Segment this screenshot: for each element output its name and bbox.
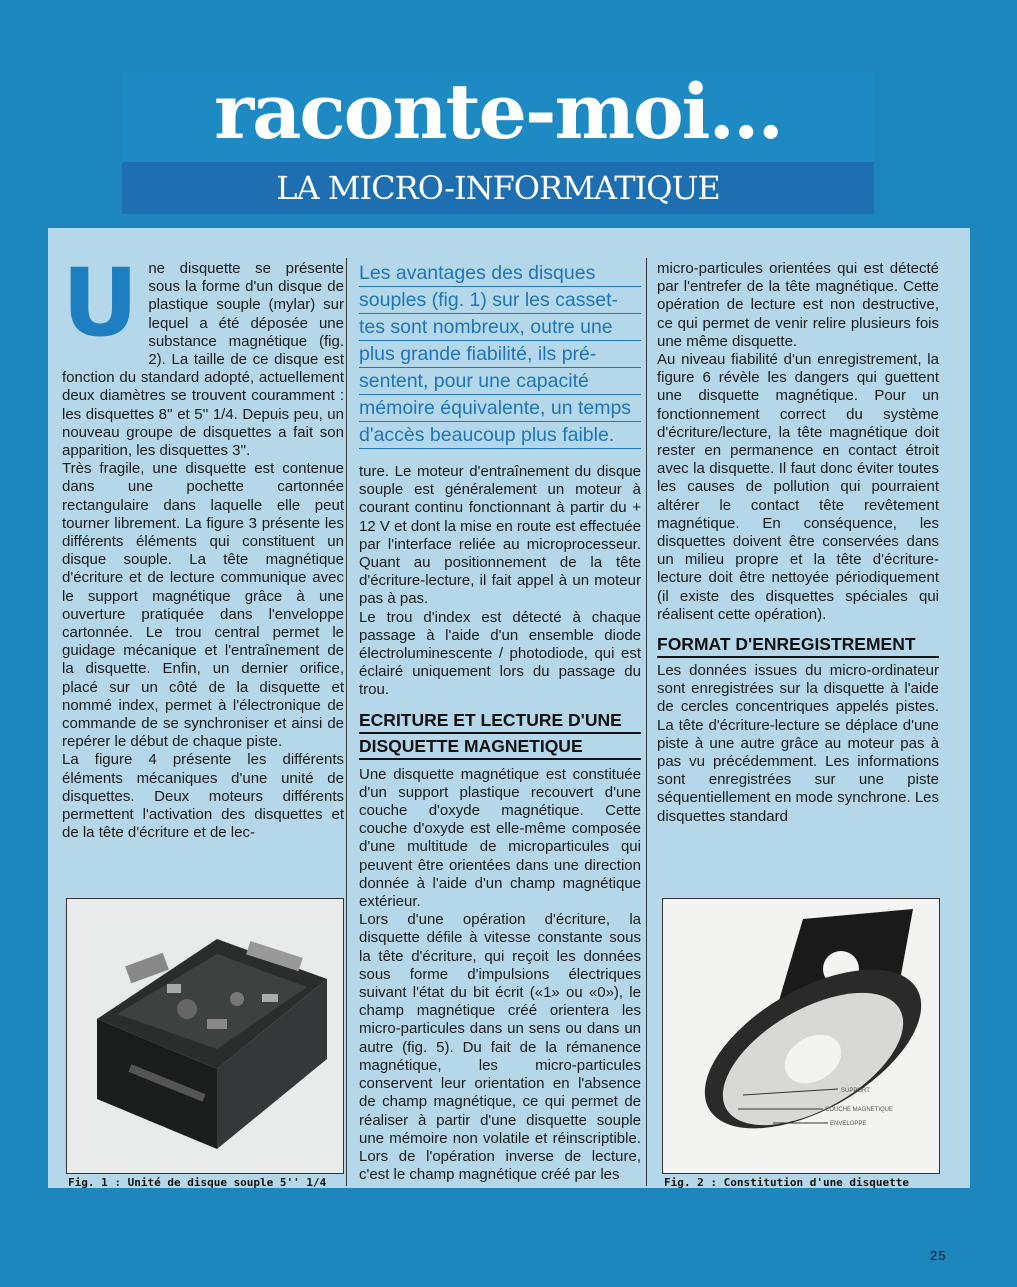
section-heading-line: DISQUETTE MAGNETIQUE — [359, 734, 641, 760]
section-heading — [657, 632, 939, 658]
pull-quote-line: sentent, pour une capacité — [359, 368, 641, 395]
figure-1-caption: Fig. 1 : Unité de disque souple 5'' 1/4 — [68, 1176, 327, 1189]
page-subtitle: LA MICRO-INFORMATIQUE — [276, 169, 720, 207]
article-column-1 — [62, 249, 344, 843]
article-column-3 — [657, 260, 939, 826]
diskette-diagram — [663, 899, 939, 1173]
paragraph: ture. Le moteur d'entraînement du disque souple est généralement un moteur à courant continu fonctionnant à partir du + 12 V et dont la mise en route est effectuée par l'interface reliée au microprocesseur. Quant au positionnement de la tête d'écriture-lecture, il fait appel à un moteur pas à pas. — [359, 463, 641, 608]
pull-quote-line: tes sont nombreux, outre une — [359, 314, 641, 341]
paragraph: ne disquette se présente sous la forme d'un disque de plastique souple (mylar) sur lequel a été déposée une substance magnétique (fig. 2). La taille de ce disque est fonction du standard adopté, actuellement deux diamètres se trouvent couramment : les disquettes 8'' et 5'' 1/4. Depuis peu, un nouveau groupe de disquettes a fait son apparition, les disquettes 3''. — [62, 260, 344, 460]
pull-quote-line: souples (fig. 1) sur les casset- — [359, 287, 641, 314]
pull-quote-line: d'accès beaucoup plus faible. — [359, 422, 641, 449]
paragraph: Lors d'une opération d'écriture, la disquette défile à vitesse constante sous la tête d'écriture, qui reçoit les données sous forme d'impulsions électriques suivant l'état du bit écrit («1» ou «0»), le champ magnétique créé orientera les micro-particules dans un sens ou dans un autre (fig. 5). Du fait de la rémanence magnétique, les micro-particules conservent leur orientation en l'absence de champ magnétique, ce qui permet de réaliser à partir d'une disquette souple une mémoire non volatile et réinscriptible. Lors de l'opération inverse de lecture, c'est le champ magnétique créé par les — [359, 911, 641, 1184]
page-number: 25 — [930, 1248, 947, 1263]
paragraph: La figure 4 présente les différents éléments mécaniques d'une unité de disquettes. Deux moteurs différents permettent l'activation des disquettes et de la tête d'écriture et de lec- — [62, 751, 344, 842]
paragraph: Les données issues du micro-ordinateur sont enregistrées sur la disquette à l'aide de cercles concentriques appelés pistes. La tête d'écriture-lecture se déplace d'une piste à une autre grâce au moteur pas à pas vu précédemment. Les informations sont enregistrées sur une piste séquentiellement en mode synchrone. Les disquettes standard — [657, 662, 939, 825]
page-title: raconte-moi... — [214, 67, 782, 156]
floppy-drive-photo — [67, 899, 343, 1173]
pull-quote-line: mémoire équivalente, un temps — [359, 395, 641, 422]
section-heading — [359, 708, 641, 760]
pull-quote-line: plus grande fiabilité, ils pré- — [359, 341, 641, 368]
paragraph: Très fragile, une disquette est contenue dans une pochette cartonnée rectangulaire dans laquelle elle peut tourner librement. La figure 3 présente les différents éléments qui constituent un disque souple. La tête magnétique d'écriture et de lecture communique avec le support magnétique grâce à une ouverture pratiquée dans l'enveloppe cartonnée. Le trou central permet le guidage mécanique et l'entraînement de la disquette. Enfin, un dernier orifice, placé sur un côté de la disquette et nommé index, permet à l'électronique de commande de se synchroniser et ainsi de repérer le début de chaque piste. — [62, 460, 344, 751]
paragraph: Le trou d'index est détecté à chaque passage à l'aide d'un ensemble diode électroluminescente / photodiode, qui est éclairé uniquement lors du passage du trou. — [359, 608, 641, 699]
figure-2 — [662, 898, 940, 1174]
label-support: SUPPORT — [841, 1088, 870, 1094]
column-rule — [346, 258, 347, 1186]
pull-quote — [359, 260, 641, 449]
figure-2-caption: Fig. 2 : Constitution d'une disquette — [664, 1176, 910, 1189]
column-rule — [646, 258, 647, 1186]
figure-1 — [66, 898, 344, 1174]
section-heading-line: ECRITURE ET LECTURE D'UNE — [359, 708, 641, 734]
paragraph: micro-particules orientées qui est détecté par l'entrefer de la tête magnétique. Cette opération de lecture est non destructive, ce qui permet de venir relire plusieurs fois une même disquette. — [657, 260, 939, 350]
paragraph: Au niveau fiabilité d'un enregistrement, la figure 6 révèle les dangers qui guettent une disquette magnétique. Pour un fonctionnement correct du système d'écriture/lecture, la tête magnétique doit rester en permanence en contact étroit avec la disquette. Il faut donc éviter toutes les causes de pollution qui pourraient altérer le contact tête revêtement magnétique. En conséquence, les disquettes doivent être conservées dans un milieu propre et la tête d'écriture-lecture doit être nettoyée périodiquement (il existe des disquettes spéciales qui réalisent cette opération). — [657, 351, 939, 623]
article-column-2 — [359, 260, 641, 1184]
paragraph: Une disquette magnétique est constituée d'un support plastique recouvert d'une couche d'oxyde magnétique. Cette couche d'oxyde est elle-même composée d'une multitude de microparticules qui peuvent être orientées dans une direction donnée à l'aide d'un champ magnétique extérieur. — [359, 765, 641, 911]
section-heading-line: FORMAT D'ENREGISTREMENT — [657, 632, 939, 658]
pull-quote-line: Les avantages des disques — [359, 260, 641, 287]
label-couche: COUCHE MAGNETIQUE — [825, 1107, 894, 1113]
label-enveloppe: ENVELOPPE — [830, 1121, 867, 1127]
drop-cap: U — [62, 249, 139, 358]
